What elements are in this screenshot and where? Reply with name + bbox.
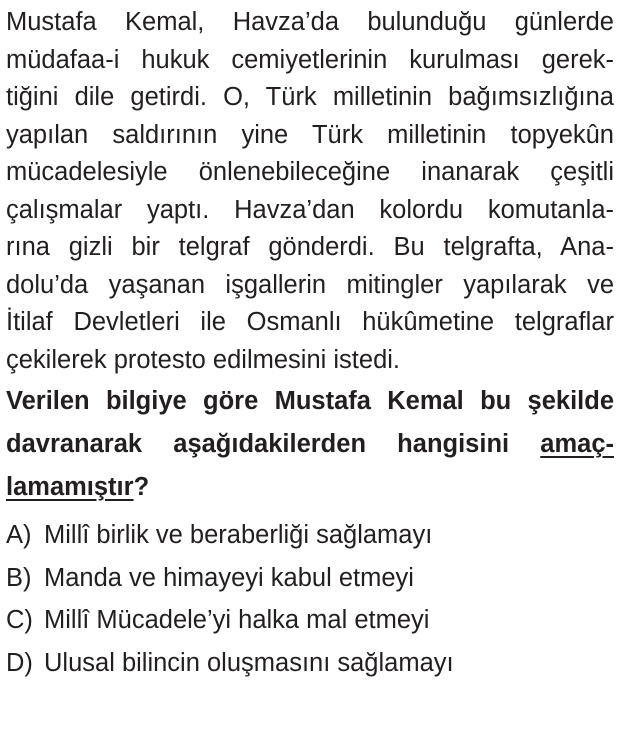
question-block bbox=[6, 0, 614, 684]
stem-underlined-text: amaç- bbox=[540, 430, 614, 458]
passage-line: dolu’da yaşanan işgallerin mitingler yapılarak ve bbox=[6, 270, 614, 299]
passage-line: rına gizli bir telgraf gönderdi. Bu telgrafta, Ana- bbox=[6, 233, 614, 261]
option-text: Millî birlik ve beraberliği sağlamayı bbox=[44, 521, 433, 549]
option-text: Millî Mücadele’yi halka mal etmeyi bbox=[44, 606, 430, 634]
passage-line: yapılan saldırının yine Türk milletinin topyekûn bbox=[6, 120, 614, 149]
option-letter: C) bbox=[6, 606, 33, 634]
passage-line: çekilerek protesto edilmesini istedi. bbox=[6, 345, 401, 374]
option-letter: A) bbox=[6, 521, 32, 549]
passage-line: müdafaa-i hukuk cemiyetlerinin kurulması gerek- bbox=[6, 45, 614, 74]
stem-question-mark: ? bbox=[133, 473, 150, 501]
option-a[interactable] bbox=[6, 514, 614, 557]
passage-line: mücadelesiyle önlenebileceğine inanarak çeşitli bbox=[6, 158, 614, 186]
option-b[interactable] bbox=[6, 557, 614, 600]
passage-line: Mustafa Kemal, Havza’da bulunduğu günlerde bbox=[6, 8, 614, 36]
stem-line bbox=[6, 466, 614, 509]
passage-line: çalışmalar yaptı. Havza’dan kolordu komutanla- bbox=[6, 195, 614, 224]
option-c[interactable] bbox=[6, 599, 614, 642]
stem-text: davranarak aşağıdakilerden hangisini bbox=[6, 430, 541, 458]
option-d[interactable] bbox=[6, 642, 614, 685]
passage-line: İtilaf Devletleri ile Osmanlı hükûmetine telgraflar bbox=[6, 308, 614, 336]
stem-underlined-text: lamamıştır bbox=[6, 473, 134, 501]
option-text: Manda ve himayeyi kabul etmeyi bbox=[44, 563, 414, 592]
stem-line bbox=[6, 423, 614, 466]
question-passage bbox=[6, 0, 614, 379]
passage-line: tiğini dile getirdi. O, Türk milletinin bağımsızlığına bbox=[6, 83, 614, 111]
question-stem bbox=[6, 380, 614, 509]
answer-options bbox=[6, 514, 614, 684]
option-letter: D) bbox=[6, 648, 33, 677]
stem-line: Verilen bilgiye göre Mustafa Kemal bu şekilde bbox=[6, 387, 614, 415]
option-letter: B) bbox=[6, 563, 32, 592]
option-text: Ulusal bilincin oluşmasını sağlamayı bbox=[44, 648, 454, 677]
